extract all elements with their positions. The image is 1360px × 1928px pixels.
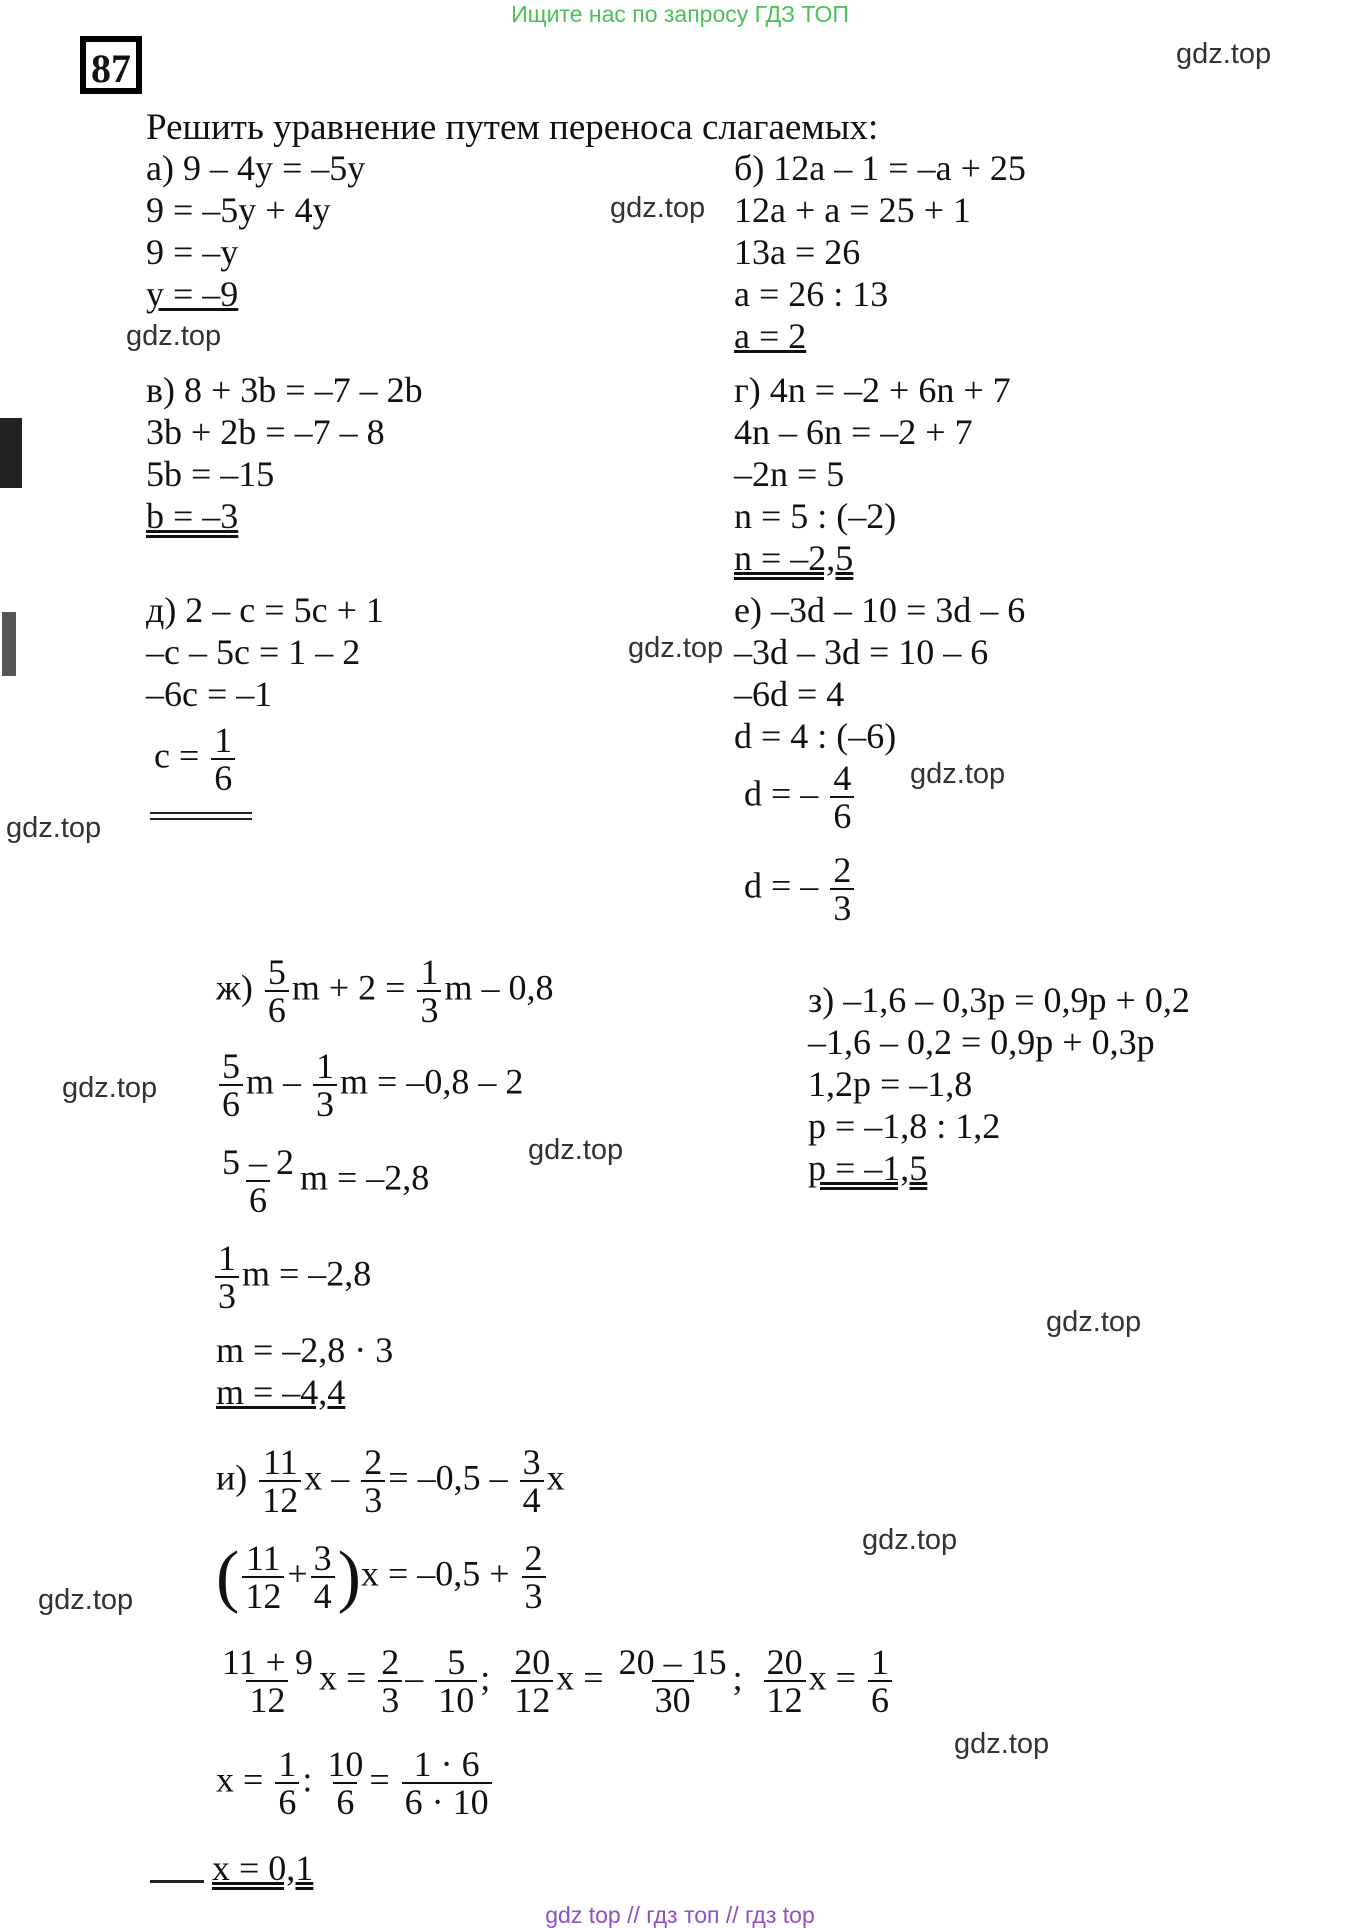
text: x = [808, 1657, 856, 1698]
b-line-3: 13a = 26 [734, 232, 861, 272]
separator: ; [480, 1657, 491, 1698]
d-line-3: –6c = –1 [146, 674, 273, 714]
v-line-1: в) 8 + 3b = –7 – 2b [146, 370, 423, 410]
i-line-4 [216, 1746, 495, 1820]
fraction [219, 1144, 297, 1218]
denominator: 3 [361, 1480, 385, 1518]
watermark: gdz.top [38, 1584, 134, 1616]
denominator: 12 [246, 1680, 288, 1718]
denominator: 6 [265, 990, 289, 1028]
watermark: gdz.top [62, 1072, 158, 1104]
fraction [219, 1644, 316, 1718]
zh-line-3 [216, 1144, 429, 1218]
text: x – [304, 1457, 350, 1498]
text: m + 2 = [291, 967, 406, 1008]
double-underline [150, 818, 252, 820]
a-answer: y = –9 [146, 274, 239, 314]
v-line-3: 5b = –15 [146, 454, 275, 494]
fraction [324, 1746, 366, 1820]
e-line-1: е) –3d – 10 = 3d – 6 [734, 590, 1026, 630]
denominator: 30 [652, 1680, 694, 1718]
numerator: 2 [833, 850, 852, 890]
scan-mark [0, 418, 22, 488]
b-line-2: 12a + a = 25 + 1 [734, 190, 971, 230]
separator: ; [732, 1657, 743, 1698]
text: x = [216, 1759, 264, 1800]
i-answer: x = 0,1 [212, 1848, 314, 1888]
fraction [830, 852, 854, 926]
denominator: 3 [830, 888, 854, 926]
minus: – [405, 1657, 424, 1698]
denominator: 12 [242, 1576, 284, 1614]
z-line-3: 1,2p = –1,8 [808, 1064, 973, 1104]
lhs: d = – [744, 865, 819, 906]
fraction [259, 1444, 301, 1518]
watermark: gdz.top [1176, 38, 1272, 70]
denominator: 4 [520, 1480, 544, 1518]
numerator: 3 [522, 1442, 541, 1482]
plus: + [287, 1553, 308, 1594]
right-paren: ) [337, 1538, 361, 1615]
g-line-1: г) 4n = –2 + 6n + 7 [734, 370, 1011, 410]
numerator: 2 [364, 1442, 383, 1482]
g-line-3: –2n = 5 [734, 454, 845, 494]
text: x = [556, 1657, 604, 1698]
fraction [520, 1444, 544, 1518]
denominator: 12 [511, 1680, 553, 1718]
double-underline [150, 812, 252, 814]
d-answer-fraction [211, 722, 235, 796]
g-line-2: 4n – 6n = –2 + 7 [734, 412, 973, 452]
fraction [511, 1644, 553, 1718]
z-line-1: з) –1,6 – 0,3p = 0,9p + 0,2 [808, 980, 1190, 1020]
zh-line-5: m = –2,8 · 3 [216, 1330, 394, 1370]
e-frac-line-2 [744, 852, 857, 926]
e-line-2: –3d – 3d = 10 – 6 [734, 632, 989, 672]
numerator: 2 [524, 1538, 543, 1578]
fraction [522, 1540, 546, 1614]
a-line-3: 9 = –y [146, 232, 239, 272]
b-line-1: б) 12a – 1 = –a + 25 [734, 148, 1026, 188]
watermark: gdz.top [126, 320, 222, 352]
i-line-2 [216, 1540, 549, 1614]
d-answer [154, 722, 238, 796]
e-line-4: d = 4 : (–6) [734, 716, 897, 756]
zh-line-4 [212, 1240, 371, 1314]
z-line-2: –1,6 – 0,2 = 0,9p + 0,3p [808, 1022, 1155, 1062]
top-banner[interactable]: Ищите нас по запросу ГДЗ ТОП [511, 1, 849, 27]
z-answer: p = –1,5 [808, 1148, 928, 1188]
zh-line-2 [216, 1048, 523, 1122]
denominator: 3 [313, 1084, 337, 1122]
denominator: 6 [868, 1680, 892, 1718]
colon: : [302, 1759, 313, 1800]
numerator: 5 [447, 1642, 466, 1682]
numerator: 2 [381, 1642, 400, 1682]
a-line-2: 9 = –5y + 4y [146, 190, 331, 230]
g-answer: n = –2,5 [734, 538, 854, 578]
denominator: 12 [764, 1680, 806, 1718]
numerator: 5 [267, 952, 286, 992]
numerator: 11 [262, 1442, 298, 1482]
numerator: 20 [514, 1642, 551, 1682]
i-line-1 [216, 1444, 565, 1518]
numerator: 1 [316, 1046, 335, 1086]
denominator: 12 [259, 1480, 301, 1518]
denominator: 3 [215, 1276, 239, 1314]
fraction [265, 954, 289, 1028]
numerator: 1 [278, 1744, 297, 1784]
numerator: 11 + 9 [222, 1642, 313, 1682]
fraction [275, 1746, 299, 1820]
fraction [313, 1048, 337, 1122]
text: m = –0,8 – 2 [340, 1061, 524, 1102]
d-answer-lhs: c = [154, 735, 200, 776]
denominator: 6 [246, 1180, 270, 1218]
left-paren: ( [216, 1538, 240, 1615]
fraction [361, 1444, 385, 1518]
denominator: 6 [830, 796, 854, 834]
zh-line-1 [216, 954, 554, 1028]
denominator: 3 [522, 1576, 546, 1614]
numerator: 1 [214, 720, 233, 760]
e-frac-line-1 [744, 760, 857, 834]
lhs: d = – [744, 773, 819, 814]
fraction [402, 1746, 492, 1820]
label: и) [216, 1457, 248, 1498]
text: x = –0,5 + [360, 1553, 510, 1594]
watermark: gdz.top [528, 1134, 624, 1166]
numerator: 20 – 15 [618, 1642, 727, 1682]
fraction [830, 760, 854, 834]
numerator: 20 [766, 1642, 803, 1682]
text: m = –2,8 [300, 1157, 430, 1198]
numerator: 1 · 6 [413, 1744, 480, 1784]
i-line-3 [216, 1644, 895, 1718]
watermark: gdz.top [6, 812, 102, 844]
denominator: 6 [211, 758, 235, 796]
margin-dash [150, 1880, 204, 1883]
label: ж) [216, 967, 253, 1008]
d-line-1: д) 2 – c = 5c + 1 [146, 590, 384, 630]
b-answer: a = 2 [734, 316, 807, 356]
e-line-3: –6d = 4 [734, 674, 845, 714]
fraction [311, 1540, 335, 1614]
d-line-2: –c – 5c = 1 – 2 [146, 632, 361, 672]
fraction [764, 1644, 806, 1718]
watermark: gdz.top [910, 758, 1006, 790]
numerator: 1 [218, 1238, 236, 1278]
zh-answer: m = –4,4 [216, 1372, 346, 1412]
denominator: 10 [435, 1680, 477, 1718]
numerator: 11 [245, 1538, 281, 1578]
denominator: 6 · 10 [402, 1782, 492, 1820]
numerator: 5 [222, 1046, 240, 1086]
numerator: 10 [327, 1744, 364, 1784]
text: m = –2,8 [242, 1253, 372, 1294]
fraction [242, 1540, 284, 1614]
fraction [616, 1644, 730, 1718]
v-line-2: 3b + 2b = –7 – 8 [146, 412, 385, 452]
denominator: 6 [333, 1782, 357, 1820]
denominator: 6 [275, 1782, 299, 1820]
scan-mark [2, 612, 16, 676]
footer-banner[interactable]: gdz top // гдз топ // гдз top [545, 1902, 815, 1928]
fraction [219, 1048, 243, 1122]
numerator: 3 [313, 1538, 332, 1578]
fraction [868, 1644, 892, 1718]
text: m – 0,8 [444, 967, 554, 1008]
text: m – [246, 1061, 302, 1102]
watermark: gdz.top [1046, 1306, 1142, 1338]
numerator: 1 [870, 1642, 889, 1682]
numerator: 4 [833, 758, 852, 798]
equals: = [369, 1759, 390, 1800]
numerator: 5 – 2 [222, 1142, 294, 1182]
problem-number: 87 [80, 36, 142, 94]
text: x = [318, 1657, 367, 1698]
denominator: 6 [219, 1084, 243, 1122]
watermark: gdz.top [610, 192, 706, 224]
watermark: gdz.top [954, 1728, 1050, 1760]
fraction [417, 954, 441, 1028]
v-answer: b = –3 [146, 496, 239, 536]
fraction [435, 1644, 477, 1718]
text: = –0,5 – [388, 1457, 508, 1498]
watermark: gdz.top [862, 1524, 958, 1556]
fraction [378, 1644, 402, 1718]
denominator: 4 [311, 1576, 335, 1614]
numerator: 1 [420, 952, 439, 992]
watermark: gdz.top [628, 632, 724, 664]
fraction [215, 1240, 239, 1314]
text: x [546, 1457, 565, 1498]
denominator: 3 [378, 1680, 402, 1718]
b-line-4: a = 26 : 13 [734, 274, 889, 314]
z-line-4: p = –1,8 : 1,2 [808, 1106, 1001, 1146]
task-statement: Решить уравнение путем переноса слагаемых: [146, 107, 879, 148]
denominator: 3 [417, 990, 441, 1028]
a-line-1: а) 9 – 4y = –5y [146, 148, 366, 188]
g-line-4: n = 5 : (–2) [734, 496, 897, 536]
